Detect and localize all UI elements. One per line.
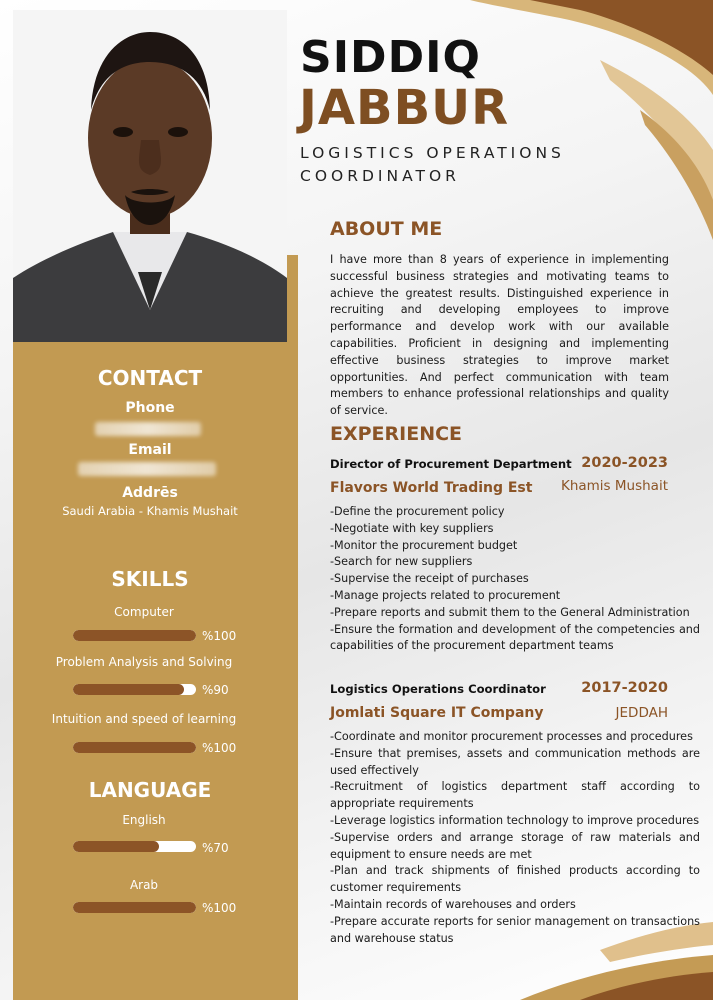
skill-bar-fill [73, 742, 196, 753]
job-city: JEDDAH [615, 705, 668, 721]
skill-bar [73, 742, 196, 753]
language-bar-fill [73, 841, 159, 852]
skill-bar [73, 684, 196, 695]
skill-percent: %100 [202, 629, 237, 643]
duty-item: -Maintain records of warehouses and orders [330, 897, 576, 911]
phone-redacted [95, 422, 201, 436]
portrait-image [13, 10, 287, 342]
skill-bar-fill [73, 630, 196, 641]
duty-item: -Plan and track shipments of finished products according to customer requirements [330, 864, 700, 895]
about-text: I have more than 8 years of experience in implementing successful business strategies and motivating teams to achieve the greatest results. Distinguished experience in recruiting and developing employees to improve performance and develop work with our available capabilities. Proficient in designing and implementing effective business strategies to improve market opportunities. And perfect communication with team members to enhance professional relationships and quality of service. [330, 253, 669, 418]
job-role: Director of Procurement Department [330, 457, 572, 471]
job-city: Khamis Mushait [560, 478, 668, 494]
email-redacted [78, 462, 216, 476]
skill-bar-fill [73, 684, 184, 695]
job-years: 2020-2023 [581, 455, 668, 471]
language-bar [73, 841, 196, 852]
experience-heading: EXPERIENCE [330, 423, 463, 445]
duty-item: -Prepare reports and submit them to the General Administration [330, 605, 690, 619]
duty-item: -Manage projects related to procurement [330, 588, 561, 602]
duty-item: -Ensure the formation and development of the competencies and capabilities of the procurement department teams [330, 622, 700, 653]
job-years: 2017-2020 [581, 680, 668, 696]
phone-label: Phone [125, 400, 175, 416]
duty-item: -Ensure that premises, assets and communication methods are used effectively [330, 746, 700, 777]
language-name: Arab [129, 878, 159, 892]
profile-photo [13, 10, 287, 342]
job-duties-list [330, 504, 700, 655]
job-company: Flavors World Trading Est [330, 480, 533, 496]
skill-bar [73, 630, 196, 641]
language-bar [73, 902, 196, 913]
skill-percent: %100 [202, 741, 237, 755]
duty-item: -Supervise orders and arrange storage of raw materials and equipment to ensure needs are met [330, 830, 700, 861]
skill-name: Problem Analysis and Solving [55, 655, 233, 669]
job-duties-list [330, 729, 700, 947]
about-heading: ABOUT ME [330, 218, 443, 240]
first-name: SIDDIQ [300, 32, 481, 83]
duty-item: -Prepare accurate reports for senior management on transactions and warehouse status [330, 914, 700, 945]
duty-item: -Coordinate and monitor procurement processes and procedures [330, 730, 693, 743]
language-percent: %100 [202, 901, 237, 915]
skill-name: Intuition and speed of learning [51, 712, 237, 726]
job-title: LOGISTICS OPERATIONS COORDINATOR [300, 144, 565, 185]
duty-item: -Leverage logistics information technology to improve procedures [330, 813, 700, 827]
language-bar-fill [73, 902, 196, 913]
email-label: Email [128, 442, 172, 458]
language-percent: %70 [202, 841, 229, 855]
address-value: Saudi Arabia - Khamis Mushait [62, 504, 238, 518]
duty-item: -Supervise the receipt of purchases [330, 572, 529, 586]
duty-item: -Recruitment of logistics department staff according to appropriate requirements [330, 780, 700, 811]
duty-item: -Define the procurement policy [330, 505, 505, 518]
job-role: Logistics Operations Coordinator [330, 682, 546, 696]
skill-name: Computer [114, 605, 174, 619]
contact-heading: CONTACT [97, 366, 203, 390]
last-name: JABBUR [299, 80, 510, 136]
language-heading: LANGUAGE [88, 778, 212, 802]
duty-item: -Negotiate with key suppliers [330, 521, 494, 535]
duty-item: -Monitor the procurement budget [330, 538, 518, 552]
job-company: Jomlati Square IT Company [330, 705, 544, 721]
address-label: Addrēs [122, 485, 178, 501]
skills-heading: SKILLS [111, 567, 189, 591]
language-name: English [122, 813, 166, 827]
duty-item: -Search for new suppliers [330, 555, 473, 569]
skill-percent: %90 [202, 683, 229, 697]
